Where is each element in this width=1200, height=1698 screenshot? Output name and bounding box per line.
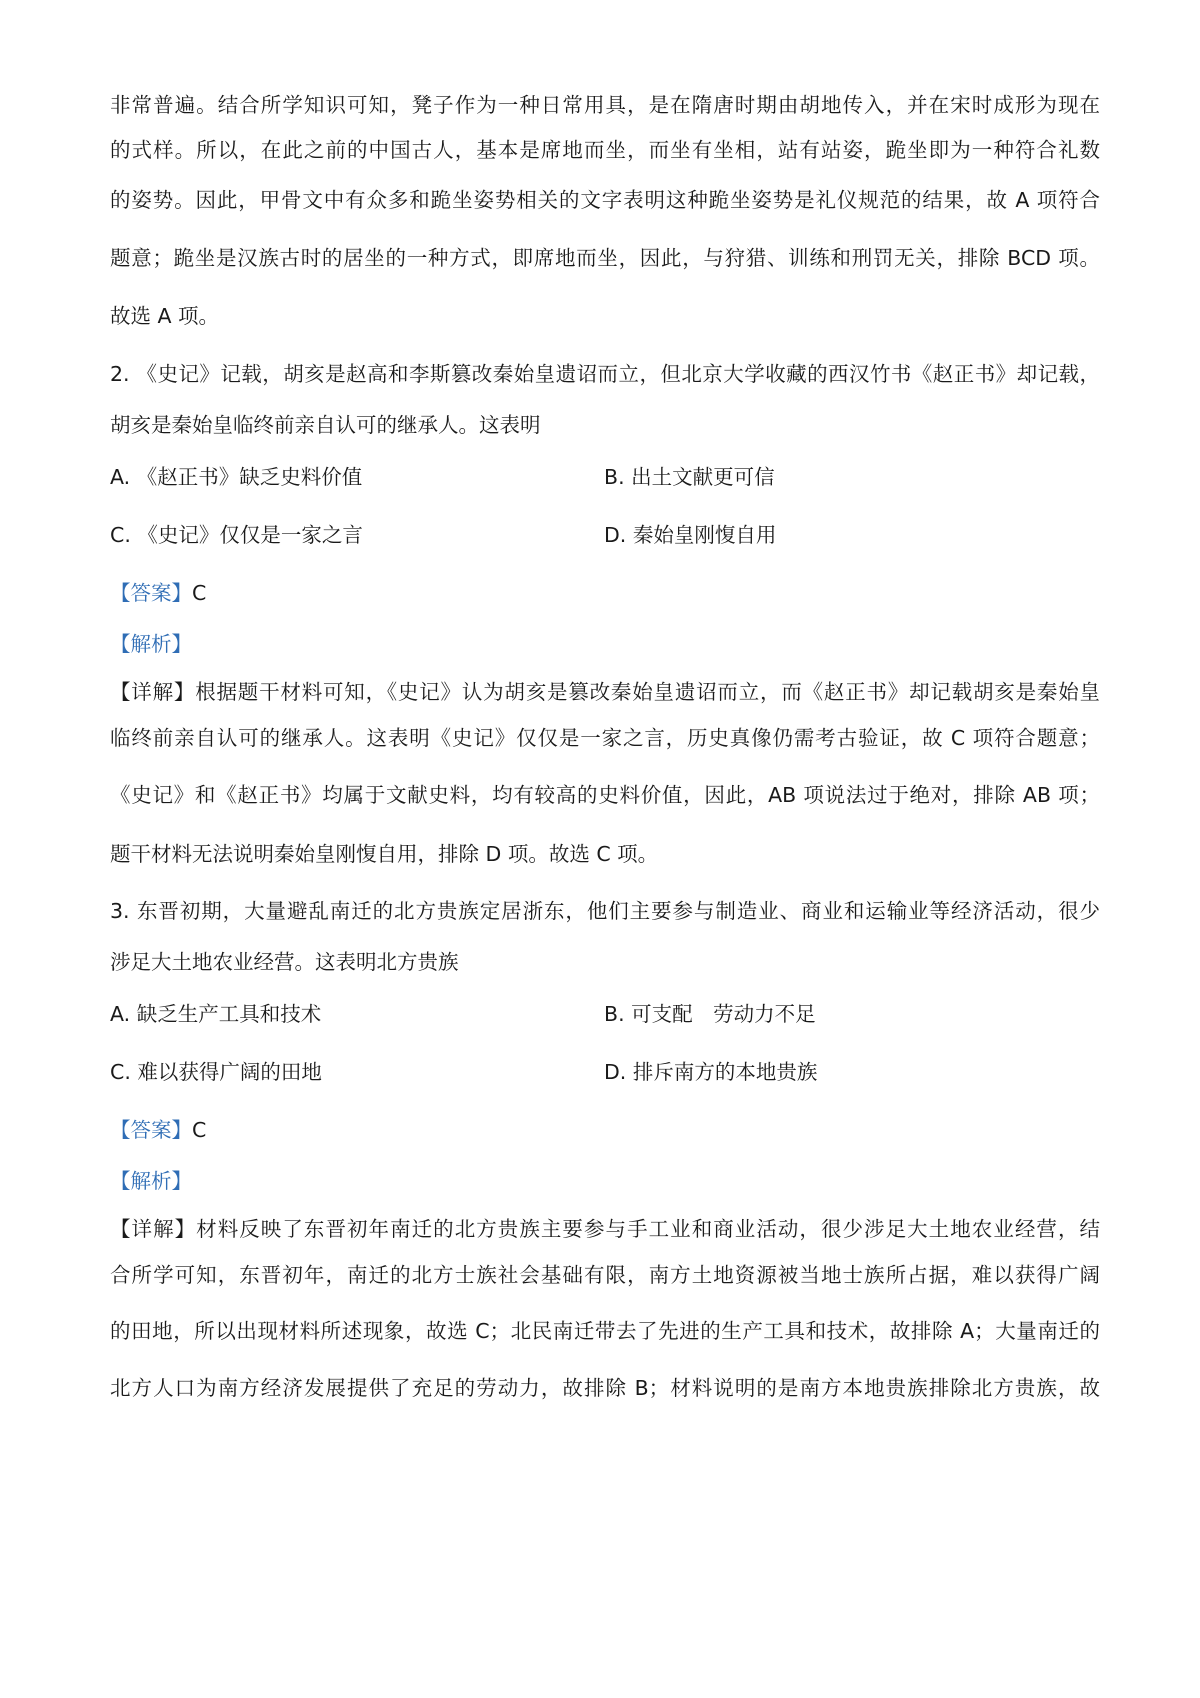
option-b: B. 可支配 劳动力不足 — [604, 1002, 816, 1026]
option-b: B. 出土文献更可信 — [604, 465, 775, 489]
explanation-line: 的式样。所以，在此之前的中国古人，基本是席地而坐，而坐有坐相，站有站姿，跪坐即为一种符合礼数 — [110, 138, 1100, 162]
option-d: D. 秦始皇刚愎自用 — [604, 523, 777, 547]
detail-line: 北方人口为南方经济发展提供了充足的劳动力，故排除 B；材料说明的是南方本地贵族排除北方贵族，故 — [110, 1376, 1100, 1400]
option-d: D. 排斥南方的本地贵族 — [604, 1060, 818, 1084]
explanation-line: 非常普遍。结合所学知识可知，凳子作为一种日常用具，是在隋唐时期由胡地传入，并在宋时成形为现在 — [110, 93, 1100, 117]
answer-line — [110, 1115, 206, 1145]
detail-line: 的田地，所以出现材料所述现象，故选 C；北民南迁带去了先进的生产工具和技术，故排除 A；大量南迁的 — [110, 1319, 1100, 1343]
option-a: A. 缺乏生产工具和技术 — [110, 1002, 322, 1026]
explanation-line: 题意；跪坐是汉族古时的居坐的一种方式，即席地而坐，因此，与狩猎、训练和刑罚无关，排除 BCD 项。 — [110, 246, 1100, 270]
detail-line: 临终前亲自认可的继承人。这表明《史记》仅仅是一家之言，历史真像仍需考古验证，故 C 项符合题意； — [110, 726, 1100, 750]
answer-value: C — [192, 581, 207, 605]
detail-line: 题干材料无法说明秦始皇刚愎自用，排除 D 项。故选 C 项。 — [110, 842, 659, 866]
question-stem: 3. 东晋初期，大量避乱南迁的北方贵族定居浙东，他们主要参与制造业、商业和运输业等经济活动，很少 — [110, 899, 1100, 923]
option-c: C. 《史记》仅仅是一家之言 — [110, 523, 363, 547]
explanation-line: 故选 A 项。 — [110, 304, 220, 328]
question-stem: 胡亥是秦始皇临终前亲自认可的继承人。这表明 — [110, 413, 541, 437]
answer-value: C — [192, 1118, 207, 1142]
answer-tag: 【答案】 — [110, 1118, 192, 1142]
option-a: A. 《赵正书》缺乏史料价值 — [110, 465, 363, 489]
answer-line — [110, 578, 206, 608]
question-stem: 2. 《史记》记载，胡亥是赵高和李斯篡改秦始皇遗诏而立，但北京大学收藏的西汉竹书《赵正书》却记载， — [110, 362, 1100, 386]
detail-line: 合所学可知，东晋初年，南迁的北方士族社会基础有限，南方土地资源被当地士族所占据，难以获得广阔 — [110, 1263, 1100, 1287]
detail-line: 【详解】根据题干材料可知，《史记》认为胡亥是篡改秦始皇遗诏而立，而《赵正书》却记载胡亥是秦始皇 — [110, 680, 1100, 704]
analysis-tag: 【解析】 — [110, 632, 192, 656]
question-stem: 涉足大土地农业经营。这表明北方贵族 — [110, 950, 459, 974]
analysis-tag: 【解析】 — [110, 1169, 192, 1193]
detail-line: 《史记》和《赵正书》均属于文献史料，均有较高的史料价值，因此，AB 项说法过于绝对，排除 AB 项； — [110, 783, 1100, 807]
answer-tag: 【答案】 — [110, 581, 192, 605]
detail-line: 【详解】材料反映了东晋初年南迁的北方贵族主要参与手工业和商业活动，很少涉足大土地农业经营，结 — [110, 1217, 1100, 1241]
explanation-line: 的姿势。因此，甲骨文中有众多和跪坐姿势相关的文字表明这种跪坐姿势是礼仪规范的结果，故 A 项符合 — [110, 188, 1100, 212]
option-c: C. 难以获得广阔的田地 — [110, 1060, 322, 1084]
